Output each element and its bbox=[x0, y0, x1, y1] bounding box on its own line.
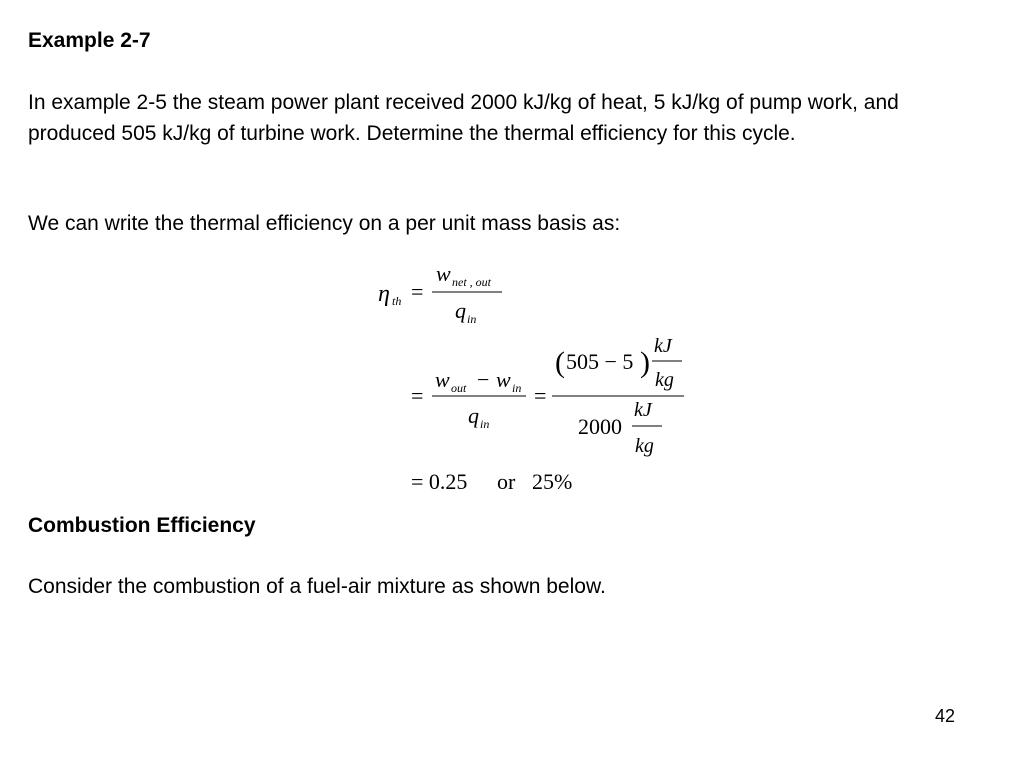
q-in-subscript-2: in bbox=[480, 417, 490, 431]
example-heading: Example 2-7 bbox=[28, 29, 151, 52]
w-net-subscript: net , out bbox=[452, 275, 491, 289]
section-title: Combustion Efficiency bbox=[28, 514, 256, 537]
close-paren: ) bbox=[640, 346, 650, 379]
equals-sign-2: = bbox=[411, 383, 424, 408]
q-in-symbol-2: q bbox=[468, 403, 479, 428]
q-in-subscript-1: in bbox=[467, 312, 477, 326]
unit-denominator-kg-1: kg bbox=[655, 369, 674, 391]
w-in-subscript: in bbox=[512, 381, 522, 395]
result-or: or bbox=[497, 469, 516, 494]
intro-text: We can write the thermal efficiency on a per unit mass basis as: bbox=[28, 212, 621, 235]
problem-statement: In example 2-5 the steam power plant received 2000 kJ/kg of heat, 5 kJ/kg of pump work, and produced 505 kJ/kg of turbine work. Determine the thermal efficiency for this cycle. bbox=[28, 91, 899, 145]
w-net-symbol: w bbox=[436, 261, 451, 286]
q-in-symbol-1: q bbox=[455, 298, 466, 323]
minus-sign: − bbox=[477, 367, 490, 392]
combustion-text: Consider the combustion of a fuel-air mixture as shown below. bbox=[28, 575, 606, 598]
open-paren: ( bbox=[555, 346, 565, 379]
w-out-symbol: w bbox=[435, 367, 450, 392]
unit-numerator-kj-1: kJ bbox=[654, 335, 672, 357]
result-value: = 0.25 bbox=[411, 469, 468, 494]
equals-sign-3: = bbox=[534, 383, 547, 408]
equals-sign-1: = bbox=[411, 279, 424, 304]
unit-denominator-kg-2: kg bbox=[635, 435, 654, 457]
w-in-symbol: w bbox=[496, 367, 511, 392]
result-percent: 25% bbox=[532, 469, 573, 494]
unit-numerator-kj-2: kJ bbox=[634, 399, 652, 421]
denominator-value: 2000 bbox=[578, 414, 622, 439]
eta-subscript: th bbox=[392, 294, 402, 308]
numerator-value: 505 − 5 bbox=[566, 349, 634, 374]
eta-symbol: η bbox=[378, 281, 390, 307]
page-number: 42 bbox=[935, 706, 956, 726]
w-out-subscript: out bbox=[451, 381, 467, 395]
